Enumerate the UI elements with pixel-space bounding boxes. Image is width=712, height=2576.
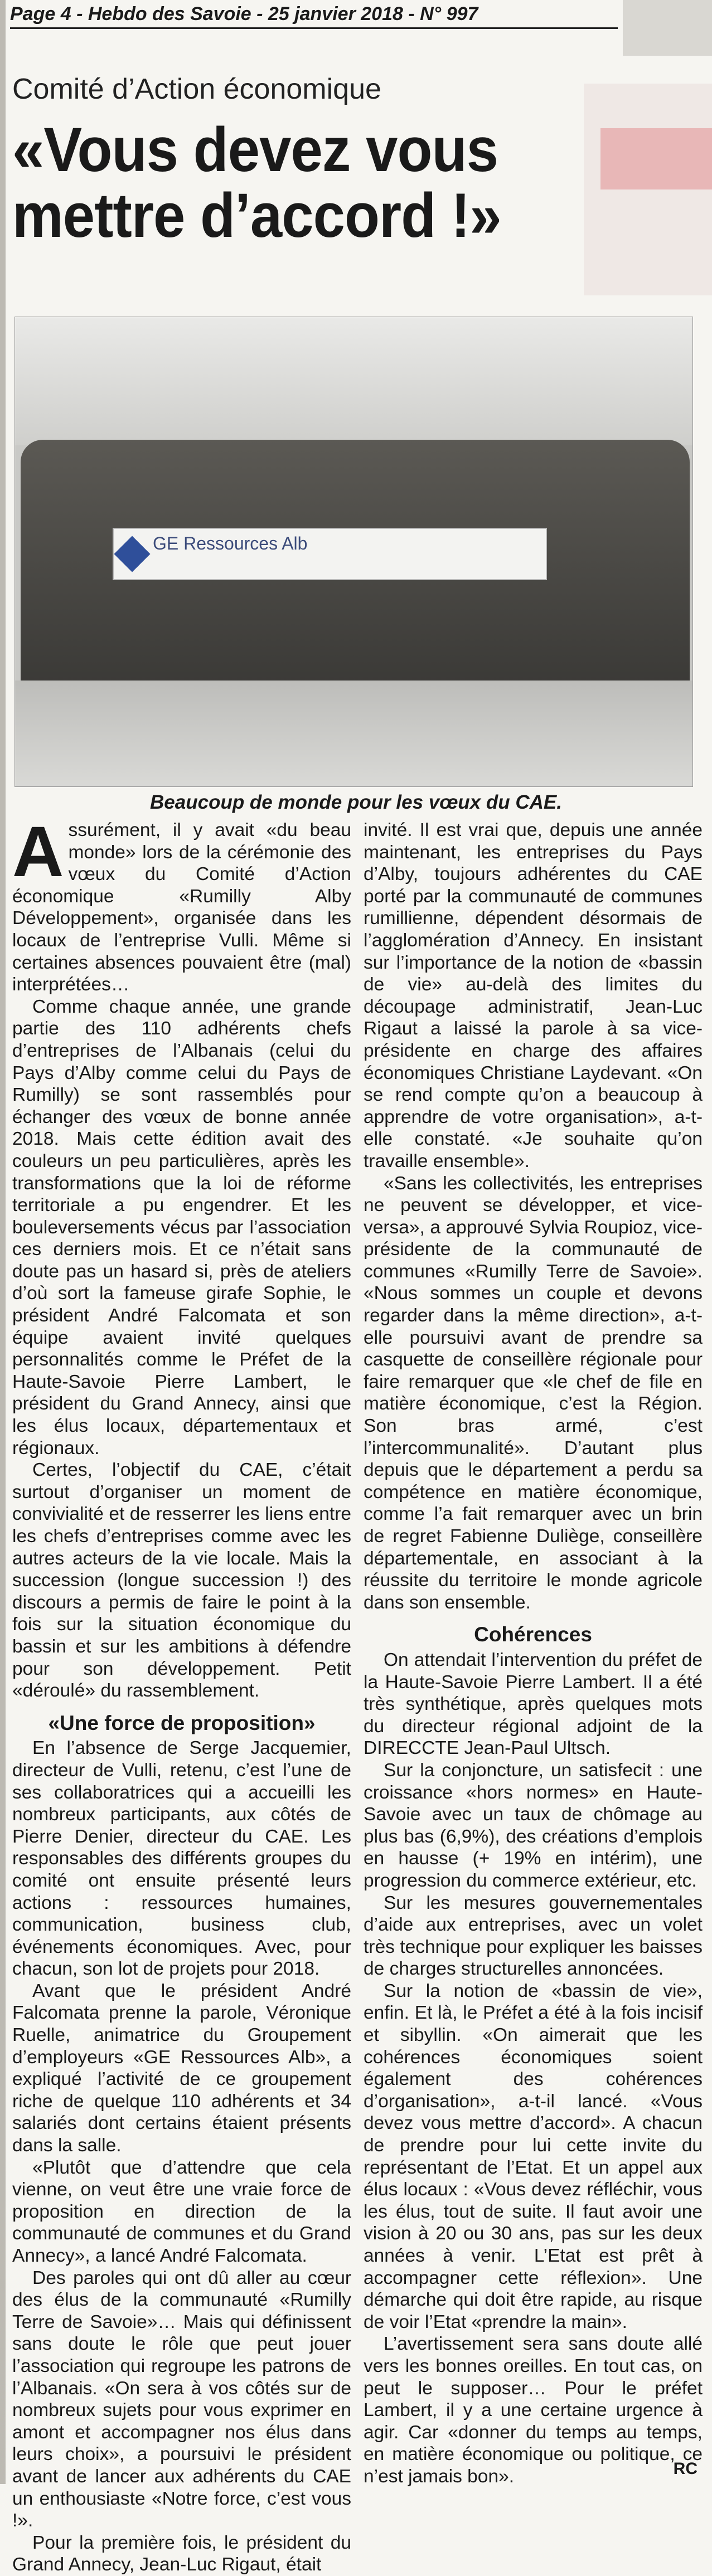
paragraph: Sur la conjoncture, un satisfecit : une croissance «hors normes» en Haute-Savoie avec un taux de chômage au plus bas (6,9%), des créations d’emplois en hausse (+ 19% en intérim), une progression du commerce extérieur, etc.: [364, 1760, 703, 1891]
subheading: Cohérences: [474, 1623, 592, 1646]
paragraph: «Sans les collectivités, les entreprises ne peuvent se développer, et vice-versa», a approuvé Sylvia Roupioz, vice-présidente de la communauté de communes «Rumilly Terre de Savoie». «Nous sommes un couple et devons regarder dans la même direction», a-t-elle poursuivi avant de prendre sa casquette de conseillère régionale pour faire remarquer que «le chef de file en matière économique, c’est la Région. Son bras armé, c’est l’intercommunalité». D’autant plus depuis que le département a perdu sa compétence en matière économique, comme l’a fait remarquer avec un brin de regret Fabienne Duliège, conseillère départementale, en associant à la réussite du territoire le monde agricole dans son ensemble.: [364, 1173, 703, 1613]
bleed-through-ad: [584, 84, 712, 295]
article-photo: [14, 317, 693, 787]
photo-caption: Beaucoup de monde pour les vœux du CAE.: [150, 791, 562, 813]
paragraph: L’avertissement sera sans doute allé vers les bonnes oreilles. En tout cas, on peut le supposer… Pour le préfet Lambert, il y a une certaine urgence à agir. Car «donner du temps au temps, en matière économique ou politique, ce n’est jamais bon».: [364, 2334, 703, 2487]
paragraph: En l’absence de Serge Jacquemier, directeur de Vulli, retenu, c’est l’une de ses collaboratrices qui a accueilli les nombreux participants, aux côtés de Pierre Denier, directeur du CAE. Les responsables des différents groupes du comité ont ensuite présenté leurs actions : ressources humaines, communication, business club, événements économiques. Avec, pour chacun, son lot de projets pour 2018.: [12, 1738, 351, 1980]
article-kicker: Comité d’Action économique: [12, 73, 381, 105]
paragraph: Sur la notion de «bassin de vie», enfin. Et là, le Préfet a été à la fois incisif et sibyllin. «On aimerait que les cohérences économiques soient également des cohérences d’organisation», a-t-il lancé. «Vous devez vous mettre d’accord». A chacun de prendre pour lui cette invite du représentant de l’Etat. Et un appel aux élus locaux : «Vous devez réfléchir, vous les élus, tout de suite. Il faut avoir une vision à 20 ou 30 ans, pas sur les deux années à venir. L’Etat est prêt à accompagner cette réflexion». Une démarche qui doit être rapide, au risque de voir l’Etat «prendre la main».: [364, 1980, 703, 2332]
author-credit: RC: [673, 2460, 698, 2478]
paragraph: Certes, l’objectif du CAE, c’était surtout d’organiser un moment de convivialité et de resserrer les liens entre les chefs d’entreprises comme avec les autres acteurs de la vie locale. Mais la succession (longue succession !) des discours a permis de faire le point à la fois sur la situation économique du bassin et sur les ambitions à défendre pour son développement. Petit «déroulé» du rassemblement.: [12, 1460, 351, 1702]
paragraph-text: ssurément, il y avait «du beau monde» lors de la cérémonie des vœux du Comité d’Action économique «Rumilly Alby Développement», organisée dans les locaux de l’entreprise Vulli. Même si certaines absences pouvaient être (mal) interprétées…: [12, 820, 351, 995]
paragraph: invité. Il est vrai que, depuis une année maintenant, les entreprises du Pays d’Alby, toujours adhérentes du CAE porté par la communauté de communes rumillienne, dépendent désormais de l’agglomération d’Annecy. En insistant sur l’importance de la notion de «bassin de vie» au-delà des limites du découpage administratif, Jean-Luc Rigaut a laissé la parole à sa vice-présidente en charge des affaires économiques Christiane Laydevant. «On se rend compte qu’on a beaucoup à apprendre de votre organisation», a-t-elle constaté. «Je souhaite qu’on travaille ensemble».: [364, 820, 703, 1172]
paragraph: Pour la première fois, le président du Grand Annecy, Jean-Luc Rigaut, était: [12, 2532, 351, 2575]
bleed-through-corner: [623, 0, 712, 56]
page-edge: [0, 0, 6, 2484]
paragraph: Comme chaque année, une grande partie des 110 adhérents chefs d’entreprises de l’Albanais (celui du Pays d’Alby comme celui du Pays de Rumilly) se sont rassemblés pour échanger des vœux de bonne année 2018. Mais cette édition avait des couleurs un peu particulières, après les transformations que la loi de réforme territoriale a pu engendrer. Et les bouleversements vécus par l’association ces derniers mois. Et ce n’était sans doute pas un hasard si, près de ateliers d’où sort la fameuse girafe Sophie, le président André Falcomata et son équipe avaient invité quelques personnalités comme le Préfet de la Haute-Savoie Pierre Lambert, le président du Grand Annecy, ainsi que les élus locaux, départementaux et régionaux.: [12, 996, 351, 1459]
paragraph: Sur les mesures gouvernementales d’aide aux entreprises, avec un volet très technique pour expliquer les baisses de charges structurelles annoncées.: [364, 1892, 703, 1980]
subheading: «Une force de proposition»: [48, 1711, 316, 1734]
page-folio: Page 4 - Hebdo des Savoie - 25 janvier 2018 - N° 997: [10, 3, 618, 29]
article-headline: «Vous devez vous mettre d’accord !»: [12, 115, 501, 250]
paragraph: [12, 812, 351, 996]
photo-banner-text: GE Ressources Alb: [153, 533, 308, 553]
paragraph: «Plutôt que d’attendre que cela vienne, on veut être une vraie force de proposition en direction de la communauté de communes et du Grand Annecy», a lancé André Falcomata.: [12, 2157, 351, 2266]
photo-banner: [113, 528, 547, 580]
paragraph: Des paroles qui ont dû aller au cœur des élus de la communauté «Rumilly Terre de Savoie»… Mais qui définissent sans doute le rôle que peut jouer l’association qui regroupe les patrons de l’Albanais. «On sera à vos côtés sur de nombreux sujets pour vous exprimer en amont et accompagner nos élus dans leurs choix», a poursuivi le président avant de lancer aux adhérents du CAE un enthousiaste «Notre force, c’est vous !».: [12, 2267, 351, 2531]
article-column-2: [364, 819, 703, 2488]
photo-floor: [15, 681, 692, 786]
article-column-1: [12, 812, 351, 2576]
dropcap: A: [12, 812, 64, 892]
paragraph: On attendait l’intervention du préfet de la Haute-Savoie Pierre Lambert. Il a été très synthétique, après quelques mots du directeur régional adjoint de la DIRECCTE Jean-Paul Ultsch.: [364, 1649, 703, 1759]
photo-ceiling: [15, 317, 692, 445]
paragraph: Avant que le président André Falcomata prenne la parole, Véronique Ruelle, animatrice du Groupement d’employeurs «GE Ressources Alb», a expliqué l’activité de ce groupement riche de quelque 110 adhérents et 34 salariés dont certains étaient présents dans la salle.: [12, 1980, 351, 2156]
